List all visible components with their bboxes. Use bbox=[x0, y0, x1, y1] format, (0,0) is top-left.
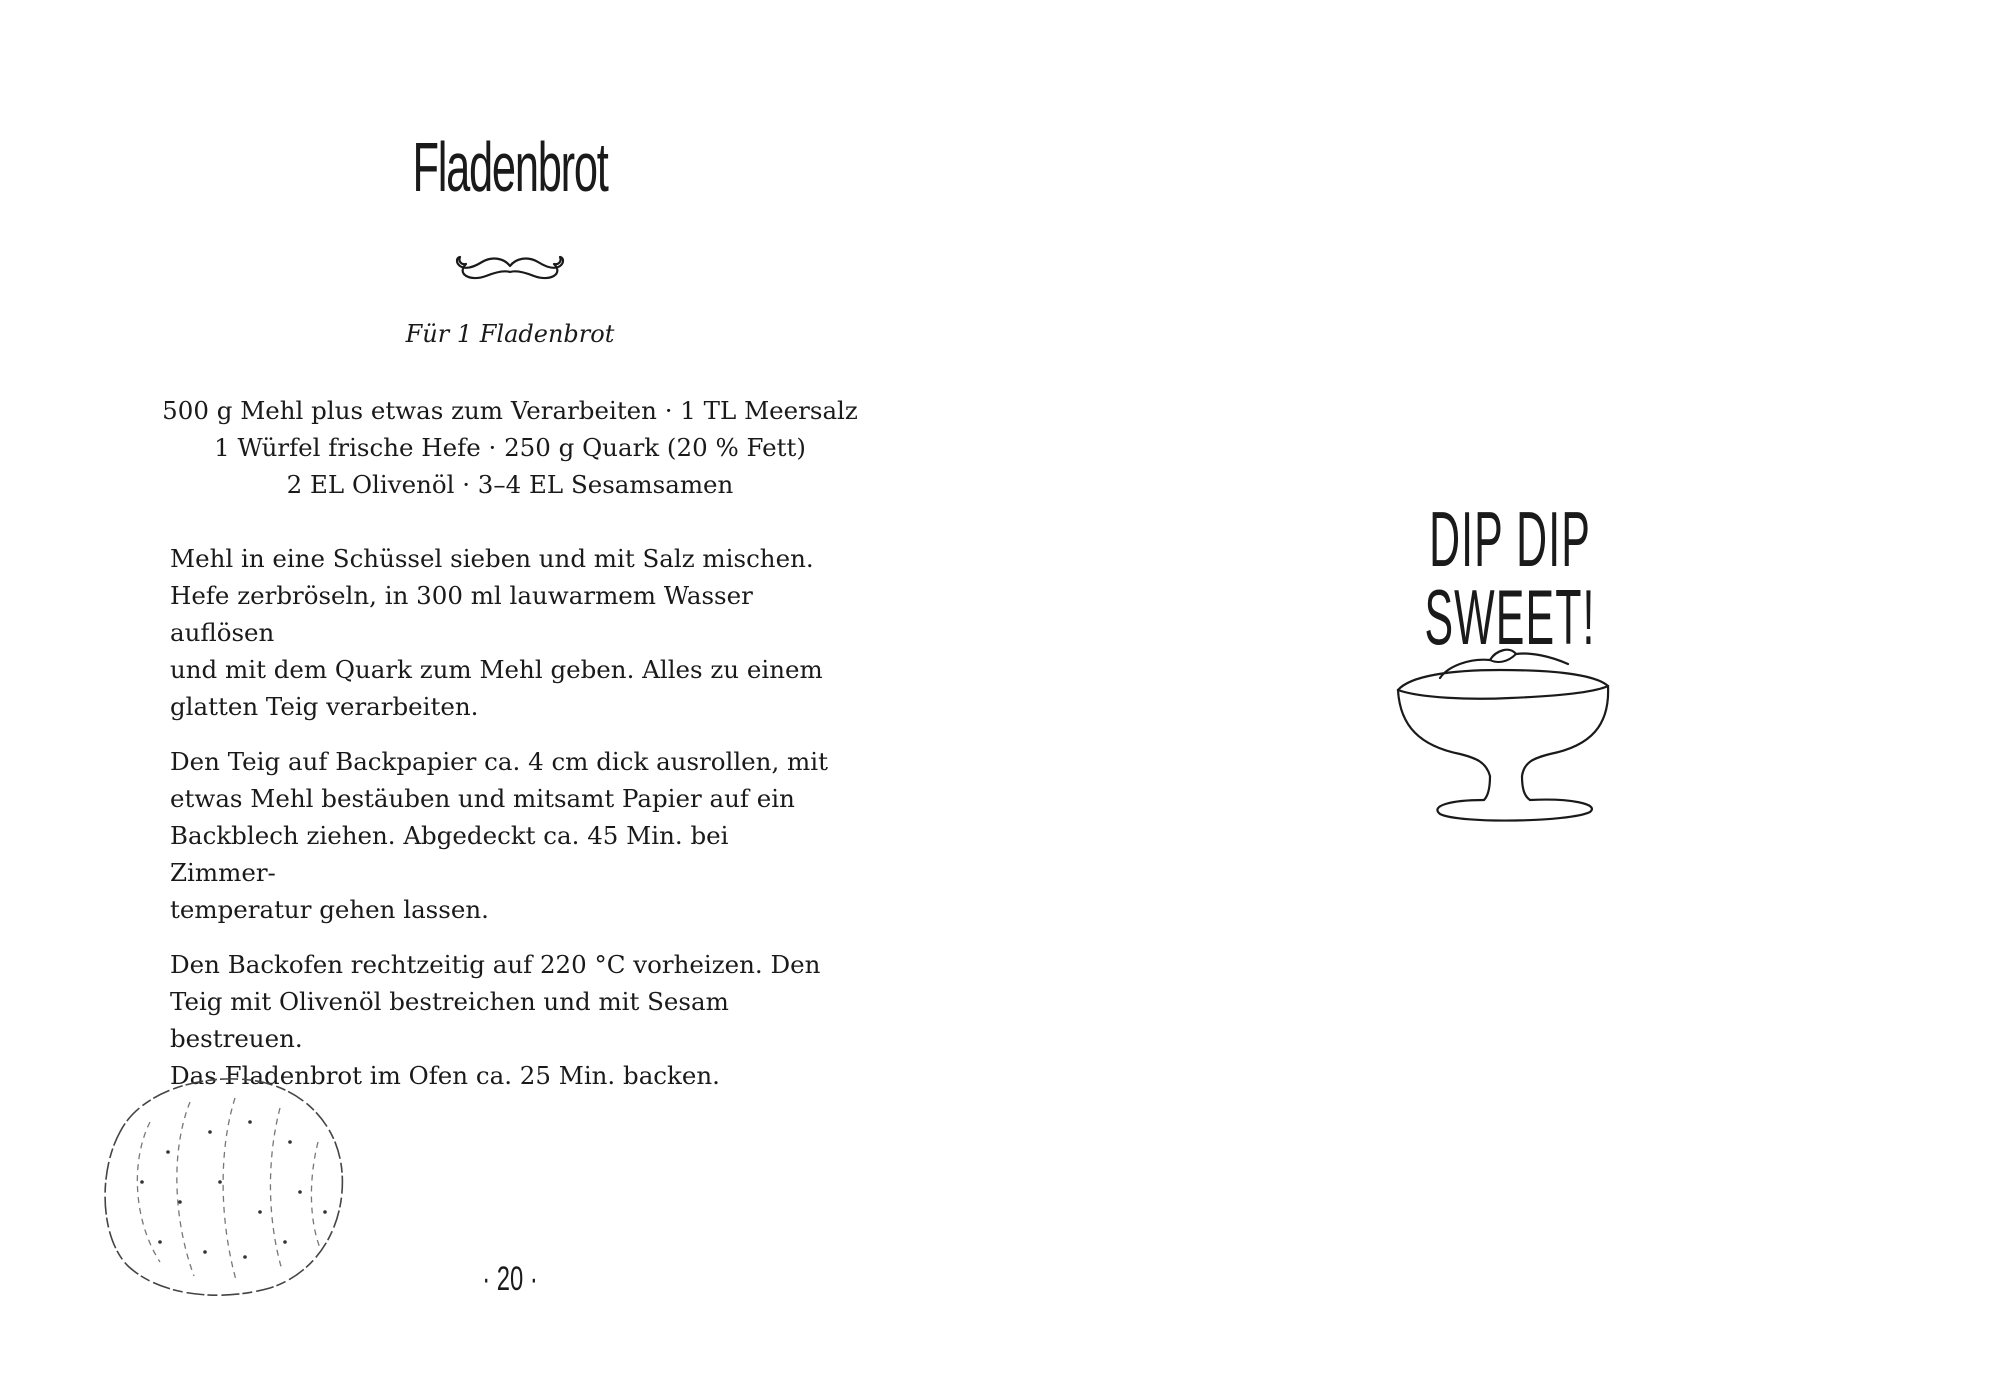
ingredient-line: 500 g Mehl plus etwas zum Verarbeiten · 1 TL Meersalz bbox=[162, 396, 858, 425]
ingredients-list bbox=[140, 392, 880, 503]
instructions bbox=[170, 540, 840, 1112]
flatbread-icon bbox=[90, 1062, 350, 1302]
recipe-title: Fladenbrot bbox=[412, 128, 608, 206]
section-title: DIP DIP SWEET! bbox=[1424, 495, 1596, 661]
instruction-step: Den Teig auf Backpapier ca. 4 cm dick ausrollen, mit etwas Mehl bestäuben und mitsamt Papier auf ein Backblech ziehen. Abgedeckt ca. 45 Min. bei Zimmer- temperatur gehen lassen. bbox=[170, 747, 828, 924]
ingredient-line: 1 Würfel frische Hefe · 250 g Quark (20 % Fett) bbox=[214, 433, 806, 462]
servings-text: Für 1 Fladenbrot bbox=[405, 320, 615, 348]
instruction-step: Mehl in eine Schüssel sieben und mit Salz mischen. Hefe zerbröseln, in 300 ml lauwarmem Wasser auflösen und mit dem Quark zum Mehl geben. Alles zu einem glatten Teig verarbeiten. bbox=[170, 544, 823, 721]
dessert-bowl-icon bbox=[1390, 636, 1620, 822]
page-number: · 20 · bbox=[482, 1260, 538, 1298]
ingredient-line: 2 EL Olivenöl · 3–4 EL Sesamsamen bbox=[286, 470, 734, 499]
right-page bbox=[1000, 0, 2000, 1391]
instruction-step: Den Backofen rechtzeitig auf 220 °C vorheizen. Den Teig mit Olivenöl bestreichen und mit Sesam bestreuen. Das Fladenbrot im Ofen ca. 25 Min. backen. bbox=[170, 950, 821, 1090]
mustache-icon bbox=[452, 252, 568, 286]
